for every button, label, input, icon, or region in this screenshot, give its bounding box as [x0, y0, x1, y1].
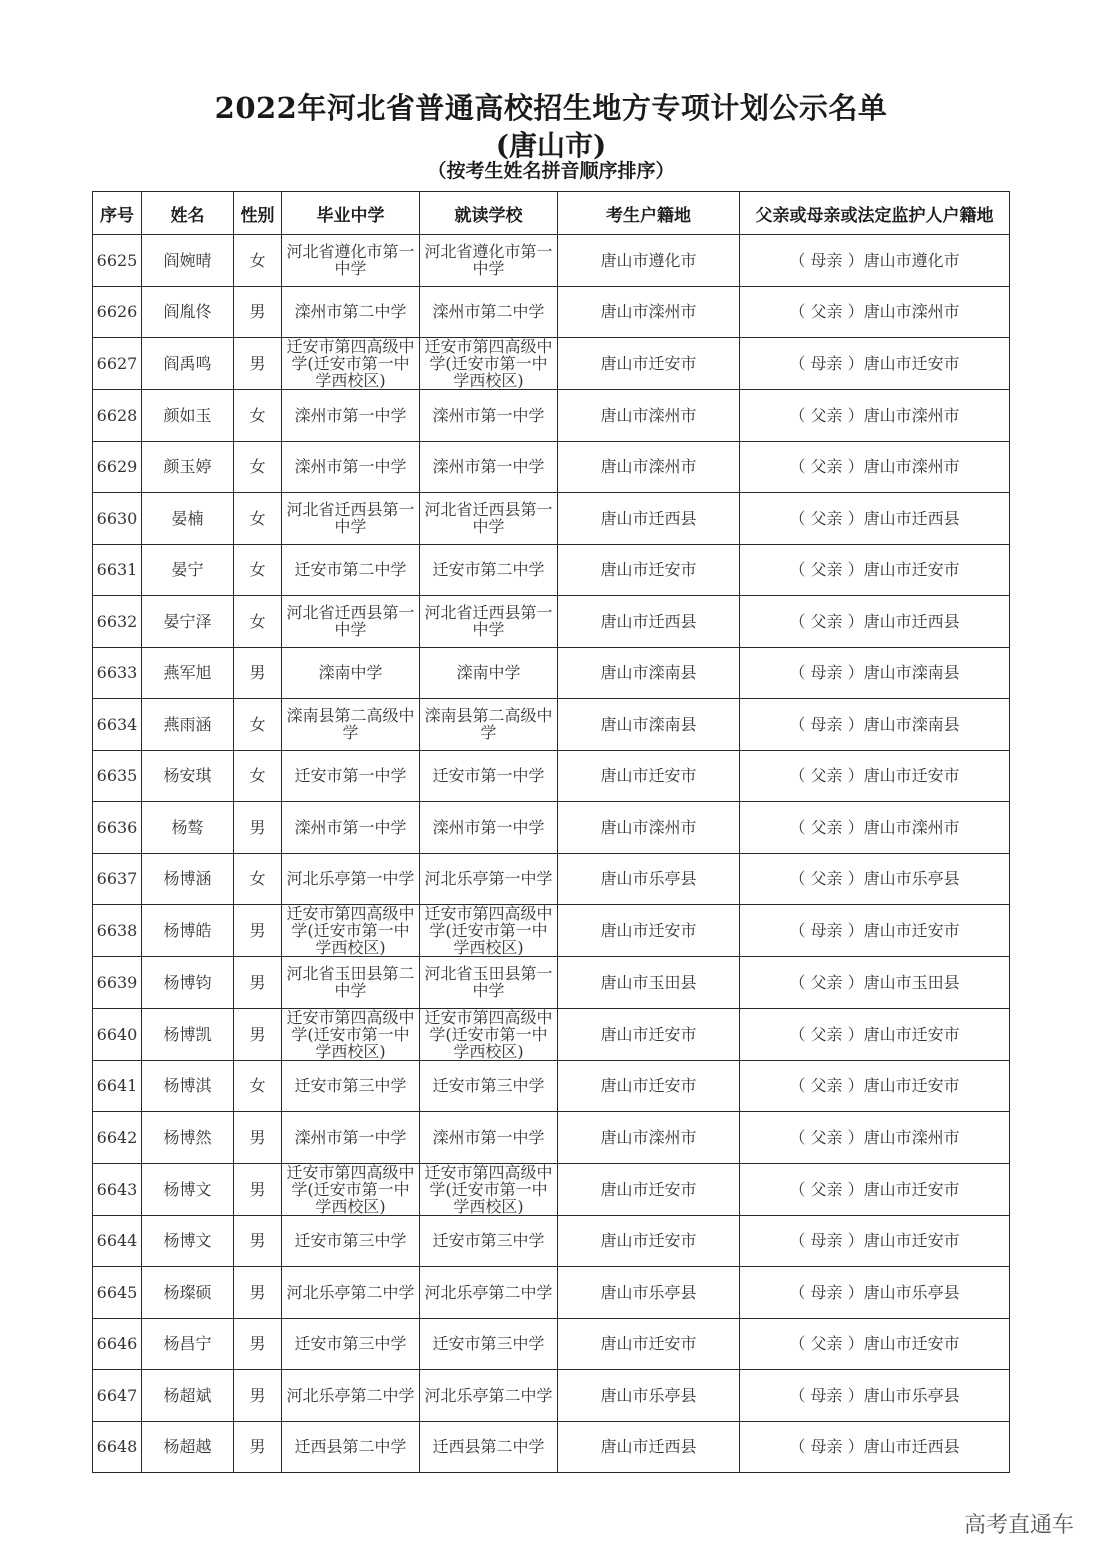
cell-col-graduation-school: 迁安市第三中学 [282, 1060, 420, 1112]
cell-col-gender: 男 [234, 802, 282, 854]
cell-col-student-residence: 唐山市滦南县 [558, 647, 740, 699]
cell-col-gender: 男 [234, 338, 282, 390]
cell-col-guardian-residence: （ 母亲 ）唐山市滦南县 [740, 647, 1010, 699]
header-col-student-residence: 考生户籍地 [558, 192, 740, 235]
cell-col-gender: 女 [234, 699, 282, 751]
cell-col-guardian-residence: （ 父亲 ）唐山市迁安市 [740, 750, 1010, 802]
cell-col-current-school: 河北省迁西县第一中学 [420, 493, 558, 545]
table-row [93, 1163, 1010, 1215]
table-row [93, 1215, 1010, 1267]
cell-col-guardian-residence: （ 父亲 ）唐山市迁安市 [740, 1163, 1010, 1215]
table-row [93, 699, 1010, 751]
cell-col-graduation-school: 河北乐亭第二中学 [282, 1267, 420, 1319]
cell-col-index: 6640 [93, 1008, 142, 1060]
table-row [93, 647, 1010, 699]
cell-col-graduation-school: 滦州市第一中学 [282, 441, 420, 493]
cell-col-gender: 男 [234, 286, 282, 338]
cell-col-index: 6633 [93, 647, 142, 699]
cell-col-guardian-residence: （ 母亲 ）唐山市迁西县 [740, 1421, 1010, 1473]
cell-col-graduation-school: 滦州市第一中学 [282, 802, 420, 854]
cell-col-name: 杨博钧 [142, 957, 234, 1009]
cell-col-name: 杨博凯 [142, 1008, 234, 1060]
cell-col-index: 6630 [93, 493, 142, 545]
cell-col-gender: 女 [234, 235, 282, 287]
header-col-name: 姓名 [142, 192, 234, 235]
cell-col-student-residence: 唐山市迁安市 [558, 1008, 740, 1060]
cell-col-gender: 男 [234, 1318, 282, 1370]
cell-col-student-residence: 唐山市迁西县 [558, 493, 740, 545]
cell-col-gender: 女 [234, 390, 282, 442]
table-row [93, 1008, 1010, 1060]
cell-col-current-school: 迁西县第二中学 [420, 1421, 558, 1473]
cell-col-student-residence: 唐山市滦州市 [558, 802, 740, 854]
table-row [93, 286, 1010, 338]
cell-col-graduation-school: 河北乐亭第一中学 [282, 853, 420, 905]
cell-col-graduation-school: 河北省迁西县第一中学 [282, 596, 420, 648]
cell-col-graduation-school: 滦州市第一中学 [282, 1112, 420, 1164]
cell-col-current-school: 滦南县第二高级中学 [420, 699, 558, 751]
cell-col-name: 颜如玉 [142, 390, 234, 442]
cell-col-graduation-school: 迁安市第四高级中学(迁安市第一中学西校区) [282, 338, 420, 390]
cell-col-guardian-residence: （ 父亲 ）唐山市乐亭县 [740, 853, 1010, 905]
cell-col-gender: 女 [234, 493, 282, 545]
table-row [93, 802, 1010, 854]
cell-col-name: 阎婉晴 [142, 235, 234, 287]
cell-col-index: 6632 [93, 596, 142, 648]
cell-col-gender: 女 [234, 441, 282, 493]
cell-col-gender: 男 [234, 1008, 282, 1060]
table-row [93, 853, 1010, 905]
cell-col-name: 杨博淇 [142, 1060, 234, 1112]
cell-col-guardian-residence: （ 母亲 ）唐山市迁安市 [740, 905, 1010, 957]
cell-col-gender: 女 [234, 853, 282, 905]
cell-col-current-school: 河北省玉田县第一中学 [420, 957, 558, 1009]
cell-col-current-school: 迁安市第三中学 [420, 1215, 558, 1267]
cell-col-graduation-school: 滦南县第二高级中学 [282, 699, 420, 751]
cell-col-guardian-residence: （ 父亲 ）唐山市迁安市 [740, 544, 1010, 596]
cell-col-current-school: 河北乐亭第二中学 [420, 1370, 558, 1422]
header-col-guardian-residence: 父亲或母亲或法定监护人户籍地 [740, 192, 1010, 235]
table-row [93, 905, 1010, 957]
cell-col-graduation-school: 滦州市第一中学 [282, 390, 420, 442]
cell-col-graduation-school: 迁安市第二中学 [282, 544, 420, 596]
cell-col-student-residence: 唐山市迁安市 [558, 1060, 740, 1112]
cell-col-guardian-residence: （ 父亲 ）唐山市迁安市 [740, 1318, 1010, 1370]
table-row [93, 1267, 1010, 1319]
cell-col-name: 杨博文 [142, 1215, 234, 1267]
cell-col-index: 6628 [93, 390, 142, 442]
cell-col-student-residence: 唐山市滦州市 [558, 1112, 740, 1164]
cell-col-student-residence: 唐山市迁安市 [558, 1163, 740, 1215]
table-body [93, 235, 1010, 1473]
cell-col-guardian-residence: （ 父亲 ）唐山市滦州市 [740, 286, 1010, 338]
cell-col-name: 燕军旭 [142, 647, 234, 699]
cell-col-gender: 男 [234, 905, 282, 957]
cell-col-index: 6648 [93, 1421, 142, 1473]
cell-col-current-school: 迁安市第四高级中学(迁安市第一中学西校区) [420, 338, 558, 390]
cell-col-name: 杨博文 [142, 1163, 234, 1215]
cell-col-graduation-school: 迁安市第四高级中学(迁安市第一中学西校区) [282, 1163, 420, 1215]
cell-col-graduation-school: 河北乐亭第二中学 [282, 1370, 420, 1422]
cell-col-name: 晏宁 [142, 544, 234, 596]
cell-col-student-residence: 唐山市滦南县 [558, 699, 740, 751]
roster-table [92, 191, 1010, 1473]
cell-col-index: 6647 [93, 1370, 142, 1422]
cell-col-current-school: 滦州市第一中学 [420, 441, 558, 493]
cell-col-name: 杨璨硕 [142, 1267, 234, 1319]
cell-col-graduation-school: 迁安市第三中学 [282, 1215, 420, 1267]
cell-col-index: 6637 [93, 853, 142, 905]
cell-col-guardian-residence: （ 父亲 ）唐山市滦州市 [740, 441, 1010, 493]
cell-col-name: 杨骜 [142, 802, 234, 854]
cell-col-current-school: 河北省遵化市第一中学 [420, 235, 558, 287]
cell-col-gender: 女 [234, 750, 282, 802]
cell-col-student-residence: 唐山市迁安市 [558, 1215, 740, 1267]
cell-col-guardian-residence: （ 父亲 ）唐山市迁西县 [740, 493, 1010, 545]
table-row [93, 441, 1010, 493]
cell-col-gender: 男 [234, 647, 282, 699]
cell-col-guardian-residence: （ 父亲 ）唐山市玉田县 [740, 957, 1010, 1009]
header-col-index: 序号 [93, 192, 142, 235]
cell-col-student-residence: 唐山市迁安市 [558, 544, 740, 596]
cell-col-index: 6636 [93, 802, 142, 854]
cell-col-guardian-residence: （ 母亲 ）唐山市乐亭县 [740, 1267, 1010, 1319]
header-col-graduation-school: 毕业中学 [282, 192, 420, 235]
cell-col-guardian-residence: （ 母亲 ）唐山市迁安市 [740, 338, 1010, 390]
table-row [93, 1060, 1010, 1112]
cell-col-current-school: 迁安市第四高级中学(迁安市第一中学西校区) [420, 1008, 558, 1060]
cell-col-student-residence: 唐山市乐亭县 [558, 853, 740, 905]
table-row [93, 1318, 1010, 1370]
cell-col-student-residence: 唐山市迁安市 [558, 905, 740, 957]
cell-col-guardian-residence: （ 父亲 ）唐山市迁安市 [740, 1060, 1010, 1112]
cell-col-graduation-school: 迁安市第四高级中学(迁安市第一中学西校区) [282, 905, 420, 957]
cell-col-name: 杨博涵 [142, 853, 234, 905]
cell-col-current-school: 迁安市第三中学 [420, 1318, 558, 1370]
cell-col-index: 6625 [93, 235, 142, 287]
cell-col-gender: 男 [234, 1215, 282, 1267]
table-row [93, 1421, 1010, 1473]
cell-col-name: 阎胤佟 [142, 286, 234, 338]
cell-col-guardian-residence: （ 父亲 ）唐山市滦州市 [740, 802, 1010, 854]
cell-col-index: 6629 [93, 441, 142, 493]
cell-col-current-school: 滦州市第一中学 [420, 1112, 558, 1164]
sort-note: （按考生姓名拼音顺序排序） [427, 160, 675, 182]
cell-col-gender: 女 [234, 544, 282, 596]
table-row [93, 750, 1010, 802]
table-row [93, 390, 1010, 442]
cell-col-current-school: 迁安市第二中学 [420, 544, 558, 596]
table-row [93, 1112, 1010, 1164]
cell-col-guardian-residence: （ 父亲 ）唐山市滦州市 [740, 390, 1010, 442]
cell-col-index: 6627 [93, 338, 142, 390]
cell-col-student-residence: 唐山市迁西县 [558, 1421, 740, 1473]
cell-col-graduation-school: 河北省玉田县第二中学 [282, 957, 420, 1009]
cell-col-index: 6643 [93, 1163, 142, 1215]
cell-col-index: 6641 [93, 1060, 142, 1112]
cell-col-graduation-school: 滦南中学 [282, 647, 420, 699]
cell-col-student-residence: 唐山市乐亭县 [558, 1370, 740, 1422]
cell-col-name: 燕雨涵 [142, 699, 234, 751]
table-row [93, 544, 1010, 596]
cell-col-current-school: 滦南中学 [420, 647, 558, 699]
cell-col-student-residence: 唐山市迁安市 [558, 1318, 740, 1370]
table-row [93, 957, 1010, 1009]
cell-col-gender: 女 [234, 596, 282, 648]
cell-col-student-residence: 唐山市滦州市 [558, 441, 740, 493]
cell-col-name: 杨超斌 [142, 1370, 234, 1422]
cell-col-name: 颜玉婷 [142, 441, 234, 493]
cell-col-student-residence: 唐山市迁安市 [558, 750, 740, 802]
cell-col-student-residence: 唐山市遵化市 [558, 235, 740, 287]
header-col-current-school: 就读学校 [420, 192, 558, 235]
cell-col-student-residence: 唐山市乐亭县 [558, 1267, 740, 1319]
cell-col-student-residence: 唐山市迁西县 [558, 596, 740, 648]
cell-col-student-residence: 唐山市滦州市 [558, 286, 740, 338]
cell-col-current-school: 迁安市第四高级中学(迁安市第一中学西校区) [420, 905, 558, 957]
cell-col-guardian-residence: （ 父亲 ）唐山市迁安市 [740, 1008, 1010, 1060]
cell-col-graduation-school: 迁西县第二中学 [282, 1421, 420, 1473]
cell-col-index: 6644 [93, 1215, 142, 1267]
cell-col-student-residence: 唐山市迁安市 [558, 338, 740, 390]
cell-col-current-school: 河北省迁西县第一中学 [420, 596, 558, 648]
cell-col-current-school: 河北乐亭第二中学 [420, 1267, 558, 1319]
cell-col-name: 杨博然 [142, 1112, 234, 1164]
cell-col-name: 杨安琪 [142, 750, 234, 802]
table-row [93, 493, 1010, 545]
cell-col-gender: 男 [234, 1421, 282, 1473]
cell-col-name: 杨超越 [142, 1421, 234, 1473]
cell-col-name: 晏宁泽 [142, 596, 234, 648]
table-row [93, 338, 1010, 390]
cell-col-index: 6631 [93, 544, 142, 596]
page-title: 2022年河北省普通高校招生地方专项计划公示名单 [214, 91, 888, 125]
cell-col-student-residence: 唐山市滦州市 [558, 390, 740, 442]
cell-col-index: 6645 [93, 1267, 142, 1319]
cell-col-gender: 女 [234, 1060, 282, 1112]
cell-col-guardian-residence: （ 母亲 ）唐山市滦南县 [740, 699, 1010, 751]
page-subtitle-city: (唐山市) [495, 129, 607, 162]
cell-col-guardian-residence: （ 母亲 ）唐山市乐亭县 [740, 1370, 1010, 1422]
cell-col-guardian-residence: （ 母亲 ）唐山市迁安市 [740, 1215, 1010, 1267]
cell-col-current-school: 迁安市第四高级中学(迁安市第一中学西校区) [420, 1163, 558, 1215]
cell-col-index: 6638 [93, 905, 142, 957]
cell-col-gender: 男 [234, 957, 282, 1009]
table-row [93, 1370, 1010, 1422]
cell-col-graduation-school: 河北省迁西县第一中学 [282, 493, 420, 545]
table-row [93, 596, 1010, 648]
cell-col-student-residence: 唐山市玉田县 [558, 957, 740, 1009]
watermark: 高考直通车 [963, 1513, 1074, 1538]
cell-col-index: 6635 [93, 750, 142, 802]
cell-col-graduation-school: 迁安市第三中学 [282, 1318, 420, 1370]
cell-col-guardian-residence: （ 母亲 ）唐山市遵化市 [740, 235, 1010, 287]
cell-col-guardian-residence: （ 父亲 ）唐山市迁西县 [740, 596, 1010, 648]
cell-col-current-school: 迁安市第三中学 [420, 1060, 558, 1112]
cell-col-guardian-residence: （ 父亲 ）唐山市滦州市 [740, 1112, 1010, 1164]
cell-col-index: 6626 [93, 286, 142, 338]
cell-col-current-school: 滦州市第一中学 [420, 802, 558, 854]
cell-col-gender: 男 [234, 1370, 282, 1422]
cell-col-current-school: 滦州市第一中学 [420, 390, 558, 442]
table-header-row [93, 192, 1010, 235]
cell-col-index: 6642 [93, 1112, 142, 1164]
cell-col-graduation-school: 滦州市第二中学 [282, 286, 420, 338]
cell-col-index: 6639 [93, 957, 142, 1009]
header-col-gender: 性别 [234, 192, 282, 235]
cell-col-graduation-school: 迁安市第一中学 [282, 750, 420, 802]
table-row [93, 235, 1010, 287]
cell-col-current-school: 滦州市第二中学 [420, 286, 558, 338]
cell-col-gender: 男 [234, 1112, 282, 1164]
cell-col-current-school: 迁安市第一中学 [420, 750, 558, 802]
cell-col-name: 晏楠 [142, 493, 234, 545]
cell-col-graduation-school: 迁安市第四高级中学(迁安市第一中学西校区) [282, 1008, 420, 1060]
cell-col-gender: 男 [234, 1163, 282, 1215]
cell-col-graduation-school: 河北省遵化市第一中学 [282, 235, 420, 287]
cell-col-name: 杨昌宁 [142, 1318, 234, 1370]
cell-col-name: 阎禹鸣 [142, 338, 234, 390]
cell-col-name: 杨博皓 [142, 905, 234, 957]
cell-col-index: 6646 [93, 1318, 142, 1370]
cell-col-current-school: 河北乐亭第一中学 [420, 853, 558, 905]
cell-col-index: 6634 [93, 699, 142, 751]
cell-col-gender: 男 [234, 1267, 282, 1319]
